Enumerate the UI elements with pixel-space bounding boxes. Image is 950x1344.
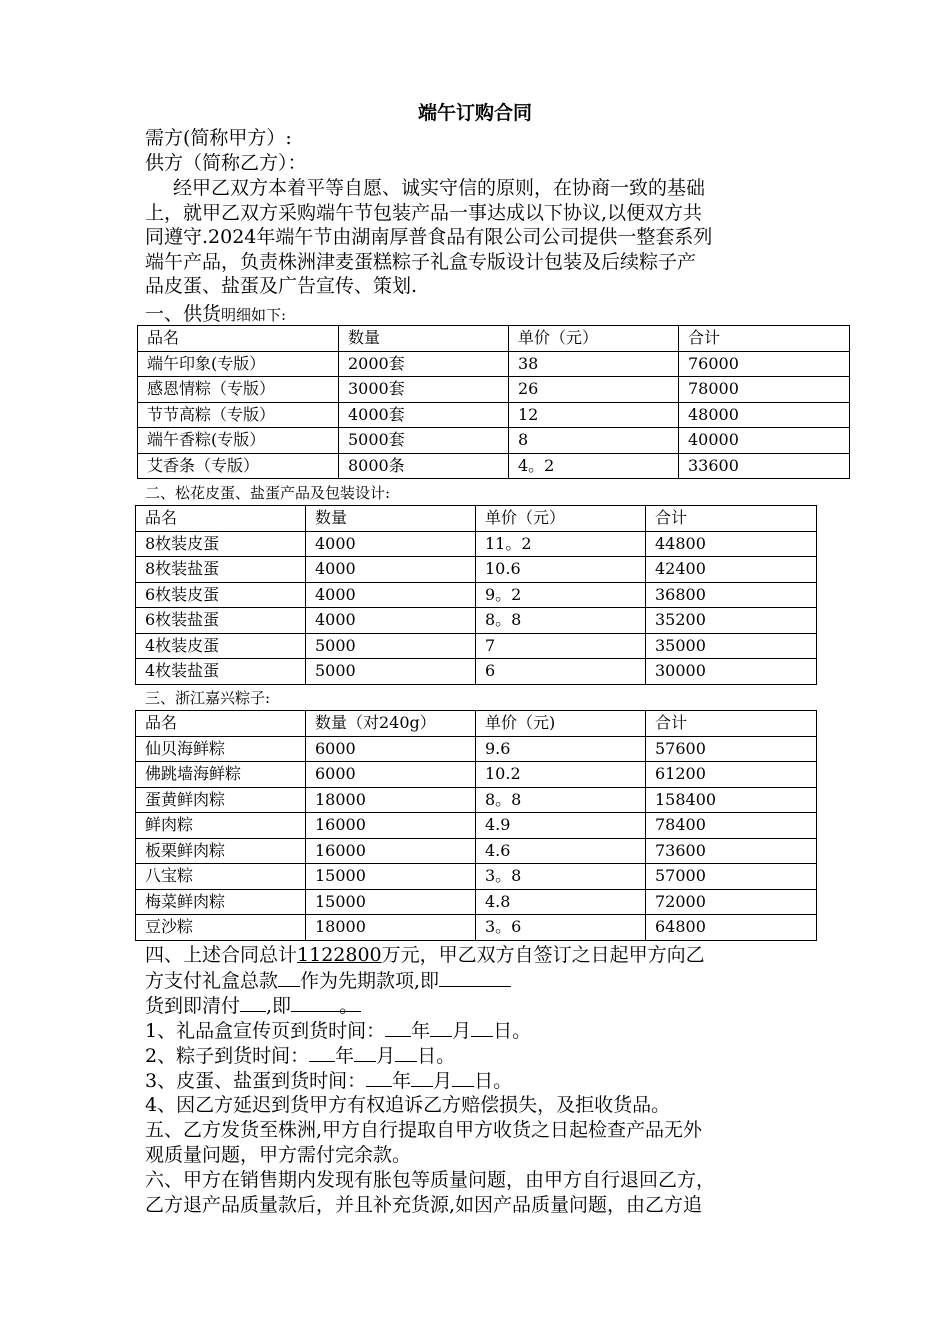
section4-line2: 方支付礼盒总款 作为先期款项,即	[145, 968, 511, 993]
table-cell: 26	[509, 377, 679, 403]
blank-field	[439, 968, 511, 987]
table-cell: 2000套	[339, 351, 509, 377]
table-cell: 57600	[646, 736, 817, 762]
table-header-cell: 合计	[646, 711, 817, 737]
table-header-cell: 单价（元)	[476, 711, 646, 737]
table-cell: 36800	[646, 582, 817, 608]
table-cell: 57000	[646, 864, 817, 890]
table-cell: 10.6	[476, 557, 646, 583]
table-cell: 3。8	[476, 864, 646, 890]
table-cell: 9.6	[476, 736, 646, 762]
table-cell: 33600	[679, 453, 850, 479]
contract-total: 1122800	[297, 944, 382, 966]
table-cell: 18000	[306, 915, 476, 941]
table-row	[136, 633, 817, 659]
blank-field	[411, 1068, 433, 1087]
blank-field	[395, 1043, 417, 1062]
table-row	[136, 608, 817, 634]
table-cell: 8	[509, 428, 679, 454]
table-cell: 梅菜鲜肉粽	[136, 889, 306, 915]
table-cell: 5000	[306, 633, 476, 659]
table-cell: 15000	[306, 889, 476, 915]
table-cell: 8000条	[339, 453, 509, 479]
intro-line: 同遵守.2024年端午节由湖南厚普食品有限公司公司提供一整套系列	[145, 226, 713, 248]
egg-table	[135, 505, 817, 685]
table-header-row	[136, 711, 817, 737]
table-cell: 40000	[679, 428, 850, 454]
table-cell: 4枚装皮蛋	[136, 633, 306, 659]
table-cell: 鲜肉粽	[136, 813, 306, 839]
table-header-cell: 单价（元）	[476, 506, 646, 532]
table-cell: 42400	[646, 557, 817, 583]
table-cell: 11。2	[476, 531, 646, 557]
blank-field	[385, 1018, 411, 1037]
table-header-row	[136, 506, 817, 532]
table-cell: 78400	[646, 813, 817, 839]
table-cell: 76000	[679, 351, 850, 377]
table-cell: 仙贝海鲜粽	[136, 736, 306, 762]
table-cell: 4000	[306, 608, 476, 634]
table-row	[138, 428, 850, 454]
table-header-cell: 品名	[136, 711, 306, 737]
section6-line: 乙方退产品质量款后，并且补充货源,如因产品质量问题，由乙方追	[145, 1194, 703, 1216]
intro-line: 上，就甲乙双方采购端午节包装产品一事达成以下协议,以便双方共	[145, 201, 703, 224]
table-cell: 64800	[646, 915, 817, 941]
table-cell: 15000	[306, 864, 476, 890]
table-cell: 16000	[306, 813, 476, 839]
table-cell: 端午香粽(专版）	[138, 428, 339, 454]
blank-field	[452, 1068, 474, 1087]
table-cell: 4。2	[509, 453, 679, 479]
section4-item2: 2、粽子到货时间： 年 月 日。	[145, 1045, 456, 1067]
document-title: 端午订购合同	[417, 102, 532, 124]
table-cell: 6枚装盐蛋	[136, 608, 306, 634]
table-row	[136, 762, 817, 788]
blank-field	[278, 968, 300, 987]
table-cell: 4000	[306, 557, 476, 583]
table-row	[138, 351, 850, 377]
table-cell: 72000	[646, 889, 817, 915]
table-cell: 4.8	[476, 889, 646, 915]
table-cell: 35000	[646, 633, 817, 659]
table-header-cell: 数量（对240g）	[306, 711, 476, 737]
table-cell: 8枚装皮蛋	[136, 531, 306, 557]
table-cell: 5000	[306, 659, 476, 685]
table-header-cell: 品名	[136, 506, 306, 532]
table-cell: 3000套	[339, 377, 509, 403]
table-cell: 4.6	[476, 838, 646, 864]
table-cell: 6枚装皮蛋	[136, 582, 306, 608]
table-cell: 30000	[646, 659, 817, 685]
table-cell: 6	[476, 659, 646, 685]
section4-line3: 货到即清付 ,即 。	[145, 993, 358, 1018]
intro-paragraph	[145, 176, 810, 299]
blank-field	[354, 1043, 376, 1062]
table-cell: 8。8	[476, 608, 646, 634]
party-b-line: 供方（简称乙方）：	[145, 152, 307, 174]
table-row	[136, 659, 817, 685]
table-row	[136, 736, 817, 762]
blank-field	[430, 1018, 452, 1037]
zongzi-table	[135, 710, 817, 941]
intro-line: 端午产品，负责株洲津麦蛋糕粽子礼盒专版设计包装及后续粽子产	[145, 250, 697, 273]
table-cell: 8枚装盐蛋	[136, 557, 306, 583]
table-cell: 4000	[306, 582, 476, 608]
table-row	[136, 864, 817, 890]
table-row	[136, 787, 817, 813]
table-row	[136, 557, 817, 583]
table-cell: 板栗鲜肉粽	[136, 838, 306, 864]
table-header-row	[138, 326, 850, 352]
table-cell: 35200	[646, 608, 817, 634]
table-row	[138, 402, 850, 428]
section4-item1: 1、礼品盒宣传页到货时间： 年 月 日。	[145, 1020, 532, 1042]
table-cell: 10.2	[476, 762, 646, 788]
table-cell: 7	[476, 633, 646, 659]
table-cell: 端午印象(专版）	[138, 351, 339, 377]
table-row	[136, 531, 817, 557]
blank-field	[471, 1018, 493, 1037]
table-header-cell: 数量	[339, 326, 509, 352]
section1-heading: 一、供货明细如下:	[145, 303, 287, 325]
table-header-cell: 数量	[306, 506, 476, 532]
section4-item3: 3、皮蛋、盐蛋到货时间： 年 月 日。	[145, 1070, 513, 1092]
table-cell: 蛋黄鲜肉粽	[136, 787, 306, 813]
blank-field	[366, 1068, 392, 1087]
table-cell: 6000	[306, 762, 476, 788]
table-cell: 44800	[646, 531, 817, 557]
table-row	[136, 915, 817, 941]
table-cell: 18000	[306, 787, 476, 813]
intro-line: 品皮蛋、盐蛋及广告宣传、策划.	[145, 275, 418, 297]
section6-line: 六、甲方在销售期内发现有胀包等质量问题，由甲方自行退回乙方，	[145, 1169, 716, 1191]
table-cell: 节节高粽（专版）	[138, 402, 339, 428]
supply-table	[137, 325, 850, 479]
table-row	[138, 453, 850, 479]
table-row	[136, 889, 817, 915]
table-cell: 16000	[306, 838, 476, 864]
table-header-cell: 合计	[679, 326, 850, 352]
table-cell: 感恩情粽（专版）	[138, 377, 339, 403]
table-row	[138, 377, 850, 403]
section5-line: 观质量问题，甲方需付完余款。	[145, 1144, 412, 1166]
section5-line: 五、乙方发货至株洲,甲方自行提取自甲方收货之日起检查产品无外	[145, 1119, 703, 1141]
table-cell: 78000	[679, 377, 850, 403]
table-cell: 艾香条（专版）	[138, 453, 339, 479]
table-header-cell: 合计	[646, 506, 817, 532]
table-cell: 4枚装盐蛋	[136, 659, 306, 685]
table-row	[136, 813, 817, 839]
table-cell: 73600	[646, 838, 817, 864]
table-cell: 12	[509, 402, 679, 428]
table-cell: 佛跳墙海鲜粽	[136, 762, 306, 788]
section4-item4: 4、因乙方延迟到货甲方有权追诉乙方赔偿损失，及拒收货品。	[145, 1094, 671, 1116]
table-cell: 4.9	[476, 813, 646, 839]
table-cell: 9。2	[476, 582, 646, 608]
section2-heading: 二、松花皮蛋、盐蛋产品及包装设计:	[145, 484, 391, 502]
intro-line: 经甲乙双方本着平等自愿、诚实守信的原则，在协商一致的基础	[173, 177, 706, 199]
table-cell: 八宝粽	[136, 864, 306, 890]
table-cell: 48000	[679, 402, 850, 428]
table-cell: 6000	[306, 736, 476, 762]
table-header-cell: 品名	[138, 326, 339, 352]
table-row	[136, 838, 817, 864]
table-cell: 3。6	[476, 915, 646, 941]
table-header-cell: 单价（元）	[509, 326, 679, 352]
table-cell: 158400	[646, 787, 817, 813]
table-cell: 5000套	[339, 428, 509, 454]
table-row	[136, 582, 817, 608]
table-cell: 豆沙粽	[136, 915, 306, 941]
table-cell: 8。8	[476, 787, 646, 813]
table-cell: 4000套	[339, 402, 509, 428]
section4-line1: 四、上述合同总计1122800万元，甲乙双方自签订之日起甲方向乙	[145, 944, 705, 966]
table-cell: 38	[509, 351, 679, 377]
table-cell: 4000	[306, 531, 476, 557]
party-a-line: 需方(简称甲方）:	[145, 127, 292, 149]
blank-field	[309, 1043, 335, 1062]
section3-heading: 三、浙江嘉兴粽子:	[145, 689, 271, 707]
blank-field	[240, 993, 266, 1012]
table-cell: 61200	[646, 762, 817, 788]
